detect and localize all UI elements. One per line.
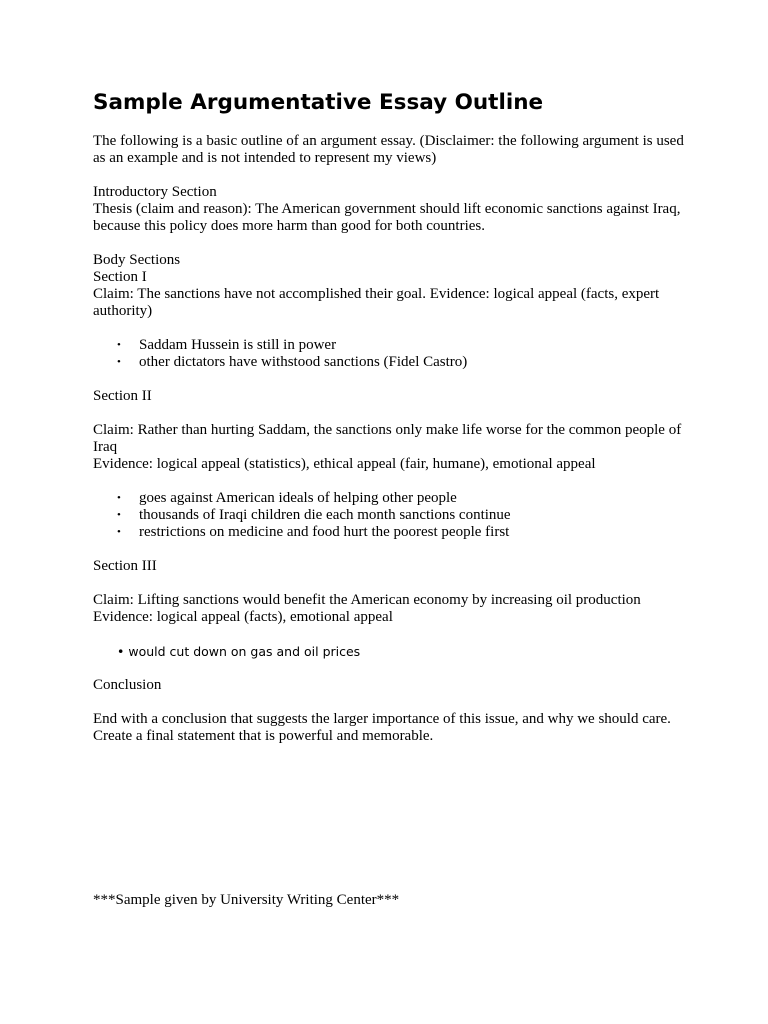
section-1-bullet-list [93, 337, 693, 371]
bullet-icon: • [117, 526, 121, 538]
section-2-bullet-list [93, 490, 693, 541]
section-2-evidence: Evidence: logical appeal (statistics), ethical appeal (fair, humane), emotional appeal [93, 456, 596, 472]
section-3-bullet: • would cut down on gas and oil prices [117, 644, 361, 659]
list-item [93, 507, 693, 524]
body-sections-heading: Body Sections [93, 252, 181, 268]
introductory-heading: Introductory Section [93, 184, 217, 200]
conclusion-heading: Conclusion [93, 677, 162, 693]
list-item [93, 490, 693, 507]
bullet-icon: • [117, 339, 121, 351]
bullet-icon: • [117, 509, 121, 521]
list-item [93, 354, 693, 371]
list-item [93, 524, 693, 541]
list-item-text: goes against American ideals of helping other people [139, 490, 457, 506]
section-3-evidence: Evidence: logical appeal (facts), emotional appeal [93, 609, 393, 625]
list-item-text: thousands of Iraqi children die each month sanctions continue [139, 507, 511, 523]
section-2-claim: Claim: Rather than hurting Saddam, the sanctions only make life worse for the common people of Iraq [93, 422, 682, 455]
page-title: Sample Argumentative Essay Outline [93, 90, 544, 115]
document-page [93, 88, 693, 745]
conclusion-text: End with a conclusion that suggests the larger importance of this issue, and why we should care. Create a final statement that is powerful and memorable. [93, 711, 671, 744]
bullet-icon: • [117, 492, 121, 504]
section-2-heading: Section II [93, 388, 152, 404]
section-1-heading: Section I [93, 269, 147, 285]
list-item-text: Saddam Hussein is still in power [139, 337, 337, 353]
list-item-text: other dictators have withstood sanctions (Fidel Castro) [139, 354, 468, 370]
thesis-text: Thesis (claim and reason): The American government should lift economic sanctions against Iraq, because this policy does more harm than good for both countries. [93, 201, 681, 234]
bullet-icon: • [117, 356, 121, 368]
section-3-heading: Section III [93, 558, 157, 574]
section-3-claim: Claim: Lifting sanctions would benefit the American economy by increasing oil production [93, 592, 641, 608]
section-1-claim: Claim: The sanctions have not accomplished their goal. Evidence: logical appeal (facts, expert authority) [93, 286, 660, 319]
intro-paragraph: The following is a basic outline of an argument essay. (Disclaimer: the following argument is used as an example and is not intended to represent my views) [93, 133, 684, 166]
list-item [93, 337, 693, 354]
list-item-text: restrictions on medicine and food hurt the poorest people first [139, 524, 510, 540]
footer-credit: ***Sample given by University Writing Center*** [93, 892, 400, 908]
